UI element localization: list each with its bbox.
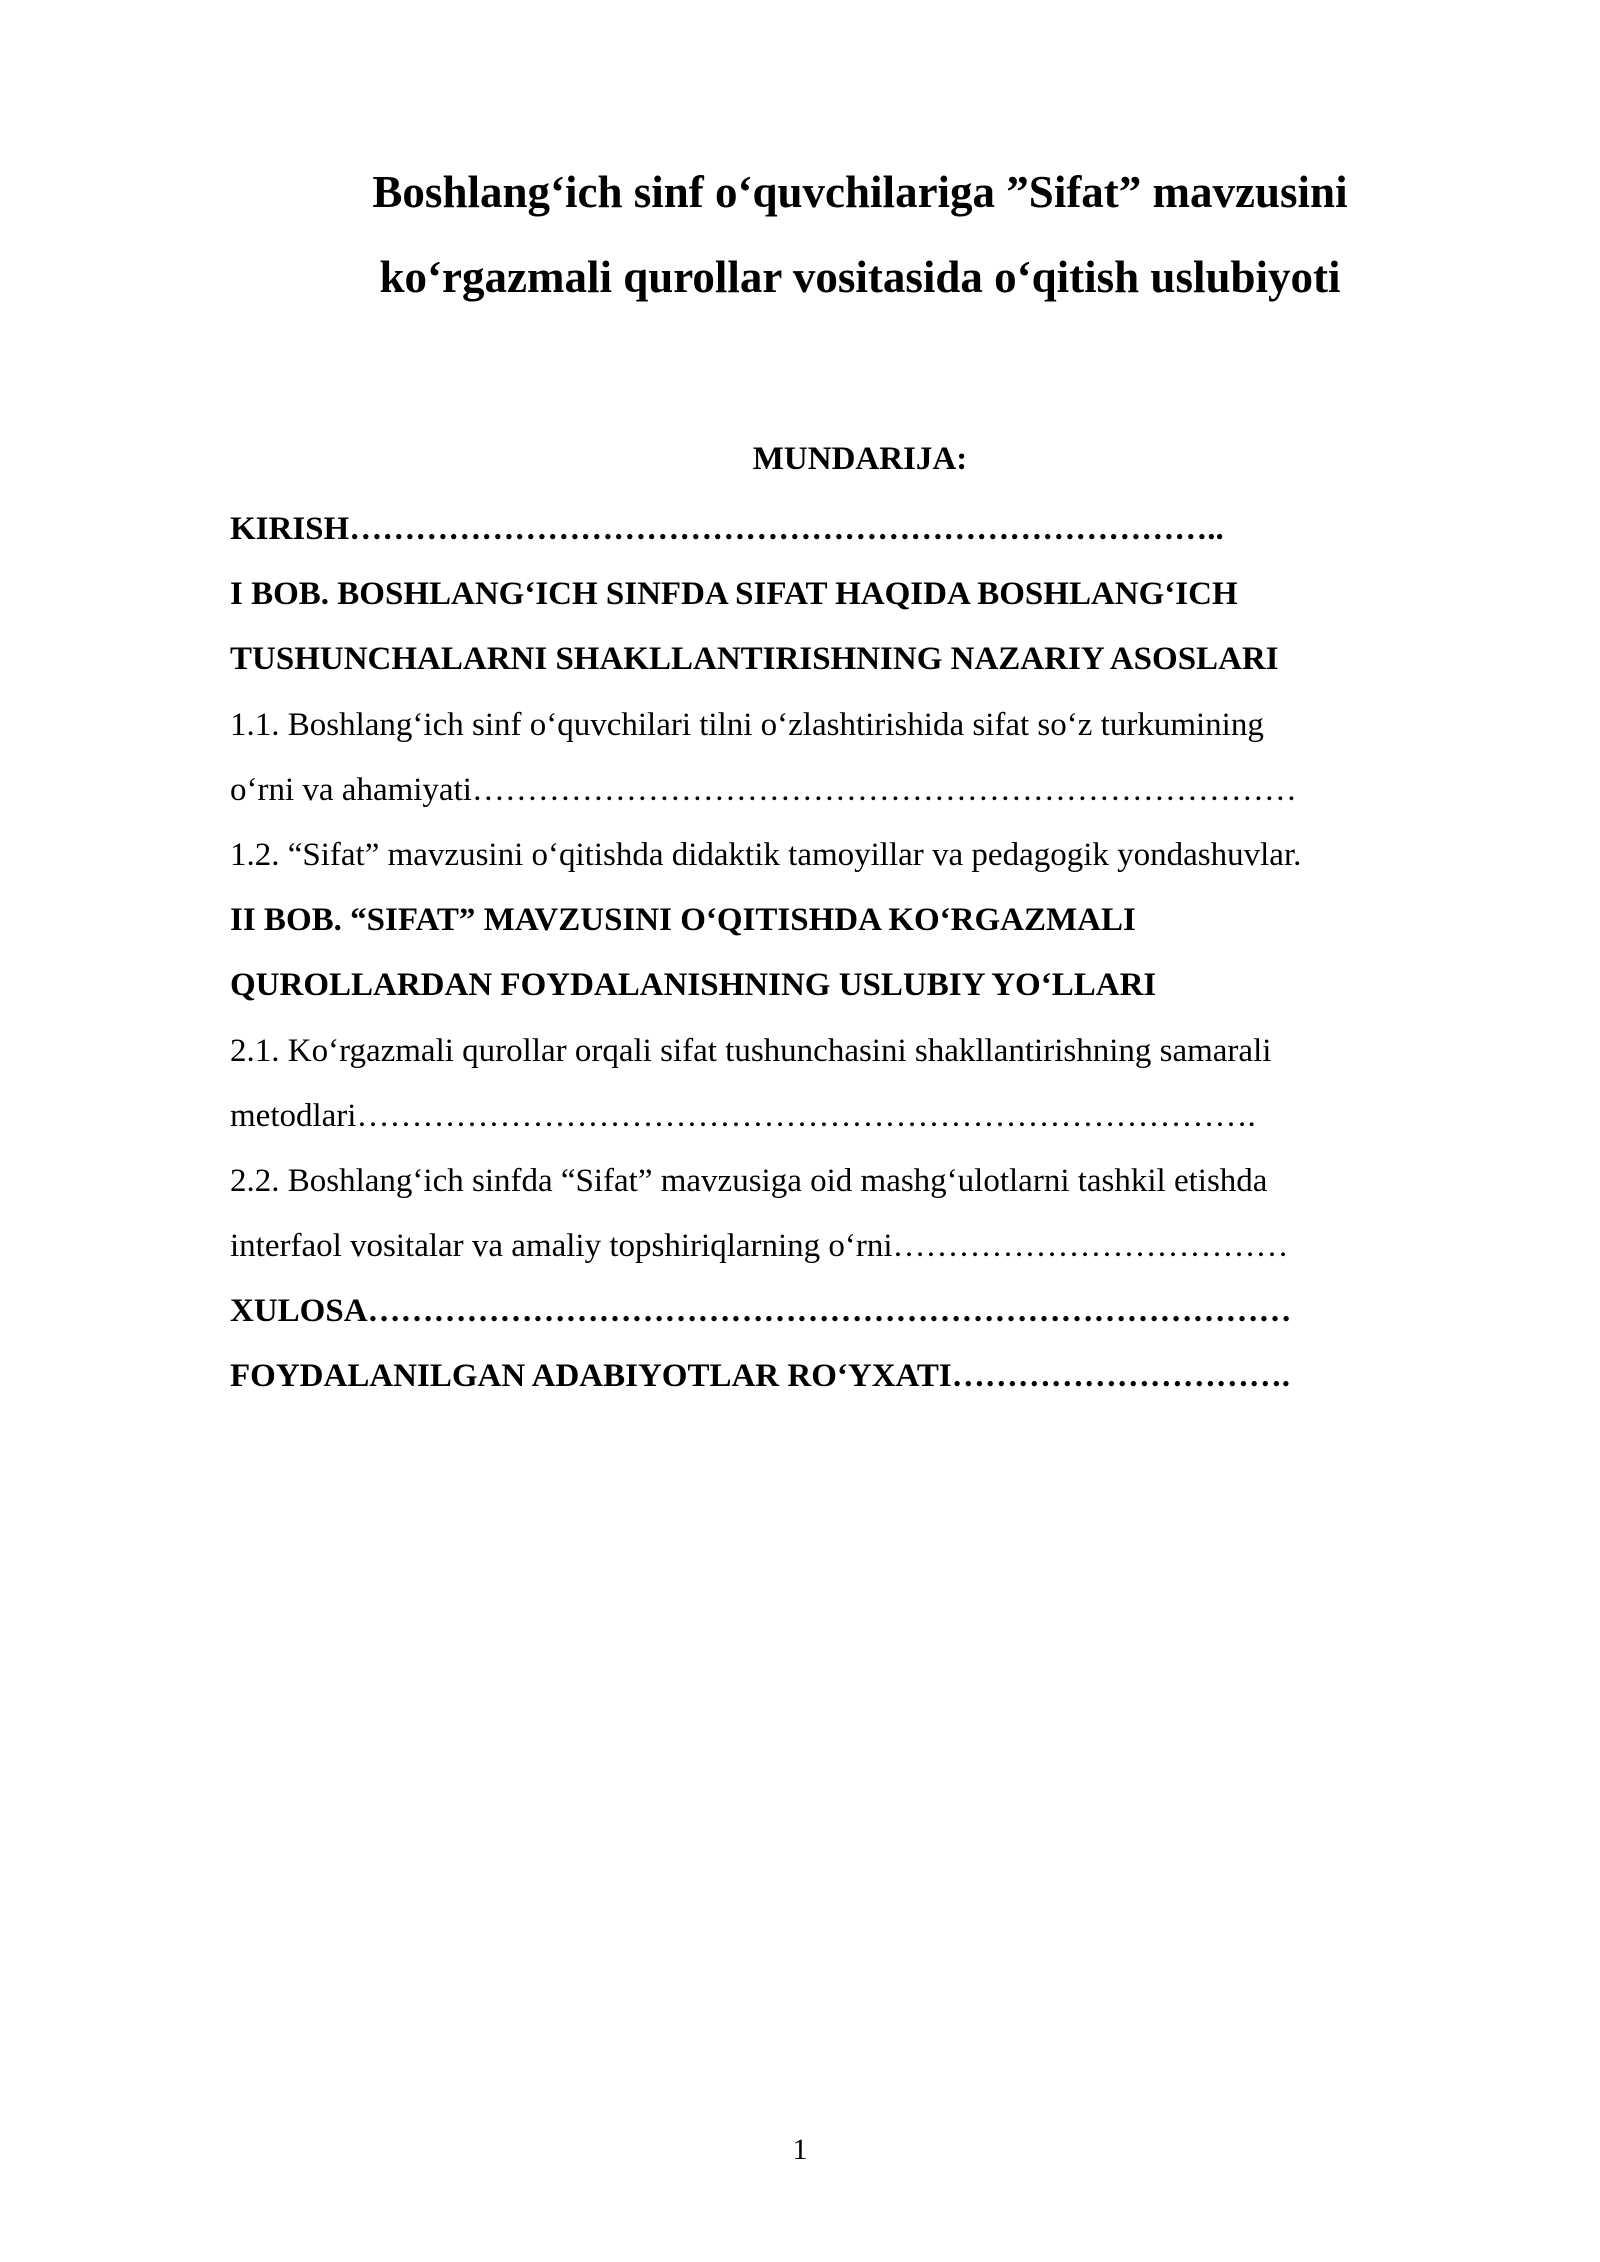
toc-entry-conclusion: XULOSA………………………………………………………………………… bbox=[230, 1293, 1292, 1330]
toc-entry-chapter-2-line-2: QUROLLARDAN FOYDALANISHNING USLUBIY YO‘LLARI bbox=[230, 967, 1157, 1004]
toc-entry-section-1-2: 1.2. “Sifat” mavzusini o‘qitishda didaktik tamoyillar va pedagogik yondashuvlar. bbox=[230, 836, 1302, 873]
toc-entry-section-1-1-line-2: o‘rni va ahamiyati………………………………………………………………… bbox=[230, 771, 1297, 808]
toc-heading: MUNDARIJA: bbox=[752, 441, 968, 477]
toc-entry-section-1-1-line-1: 1.1. Boshlang‘ich sinf o‘quvchilari tilni o‘zlashtirishida sifat so‘z turkumining bbox=[230, 706, 1264, 743]
toc-entry-section-2-1-line-1: 2.1. Ko‘rgazmali qurollar orqali sifat tushunchasini shakllantirishning samarali bbox=[230, 1032, 1272, 1069]
toc-entry-section-2-2-line-2: interfaol vositalar va amaliy topshiriqlarning o‘rni……………………………… bbox=[230, 1228, 1289, 1265]
table-of-contents bbox=[230, 497, 1490, 1410]
toc-entry-section-2-2-line-1: 2.2. Boshlang‘ich sinfda “Sifat” mavzusiga oid mashg‘ulotlarni tashkil etishda bbox=[230, 1162, 1268, 1199]
toc-entry-section-2-1-line-2: metodlari………………………………………………………………………. bbox=[230, 1097, 1256, 1134]
title-line-1: Boshlang‘ich sinf o‘quvchilariga ”Sifat” mavzusini bbox=[372, 167, 1348, 217]
toc-entry-references: FOYDALANILGAN ADABIYOTLAR RO‘YXATI…………………………. bbox=[230, 1358, 1291, 1395]
toc-entry-chapter-1-line-2: TUSHUNCHALARNI SHAKLLANTIRISHNING NAZARIY ASOSLARI bbox=[230, 641, 1279, 678]
title-line-2: ko‘rgazmali qurollar vositasida o‘qitish uslubiyoti bbox=[379, 252, 1341, 302]
document-title bbox=[230, 150, 1490, 320]
page-number: 1 bbox=[792, 2133, 808, 2166]
toc-entry-chapter-2-line-1: II BOB. “SIFAT” MAVZUSINI O‘QITISHDA KO‘RGAZMALI bbox=[230, 902, 1136, 939]
toc-entry-chapter-1-line-1: I BOB. BOSHLANG‘ICH SINFDA SIFAT HAQIDA BOSHLANG‘ICH bbox=[230, 576, 1238, 613]
toc-entry-introduction: KIRISH…………………………………………………………………….. bbox=[230, 511, 1224, 547]
